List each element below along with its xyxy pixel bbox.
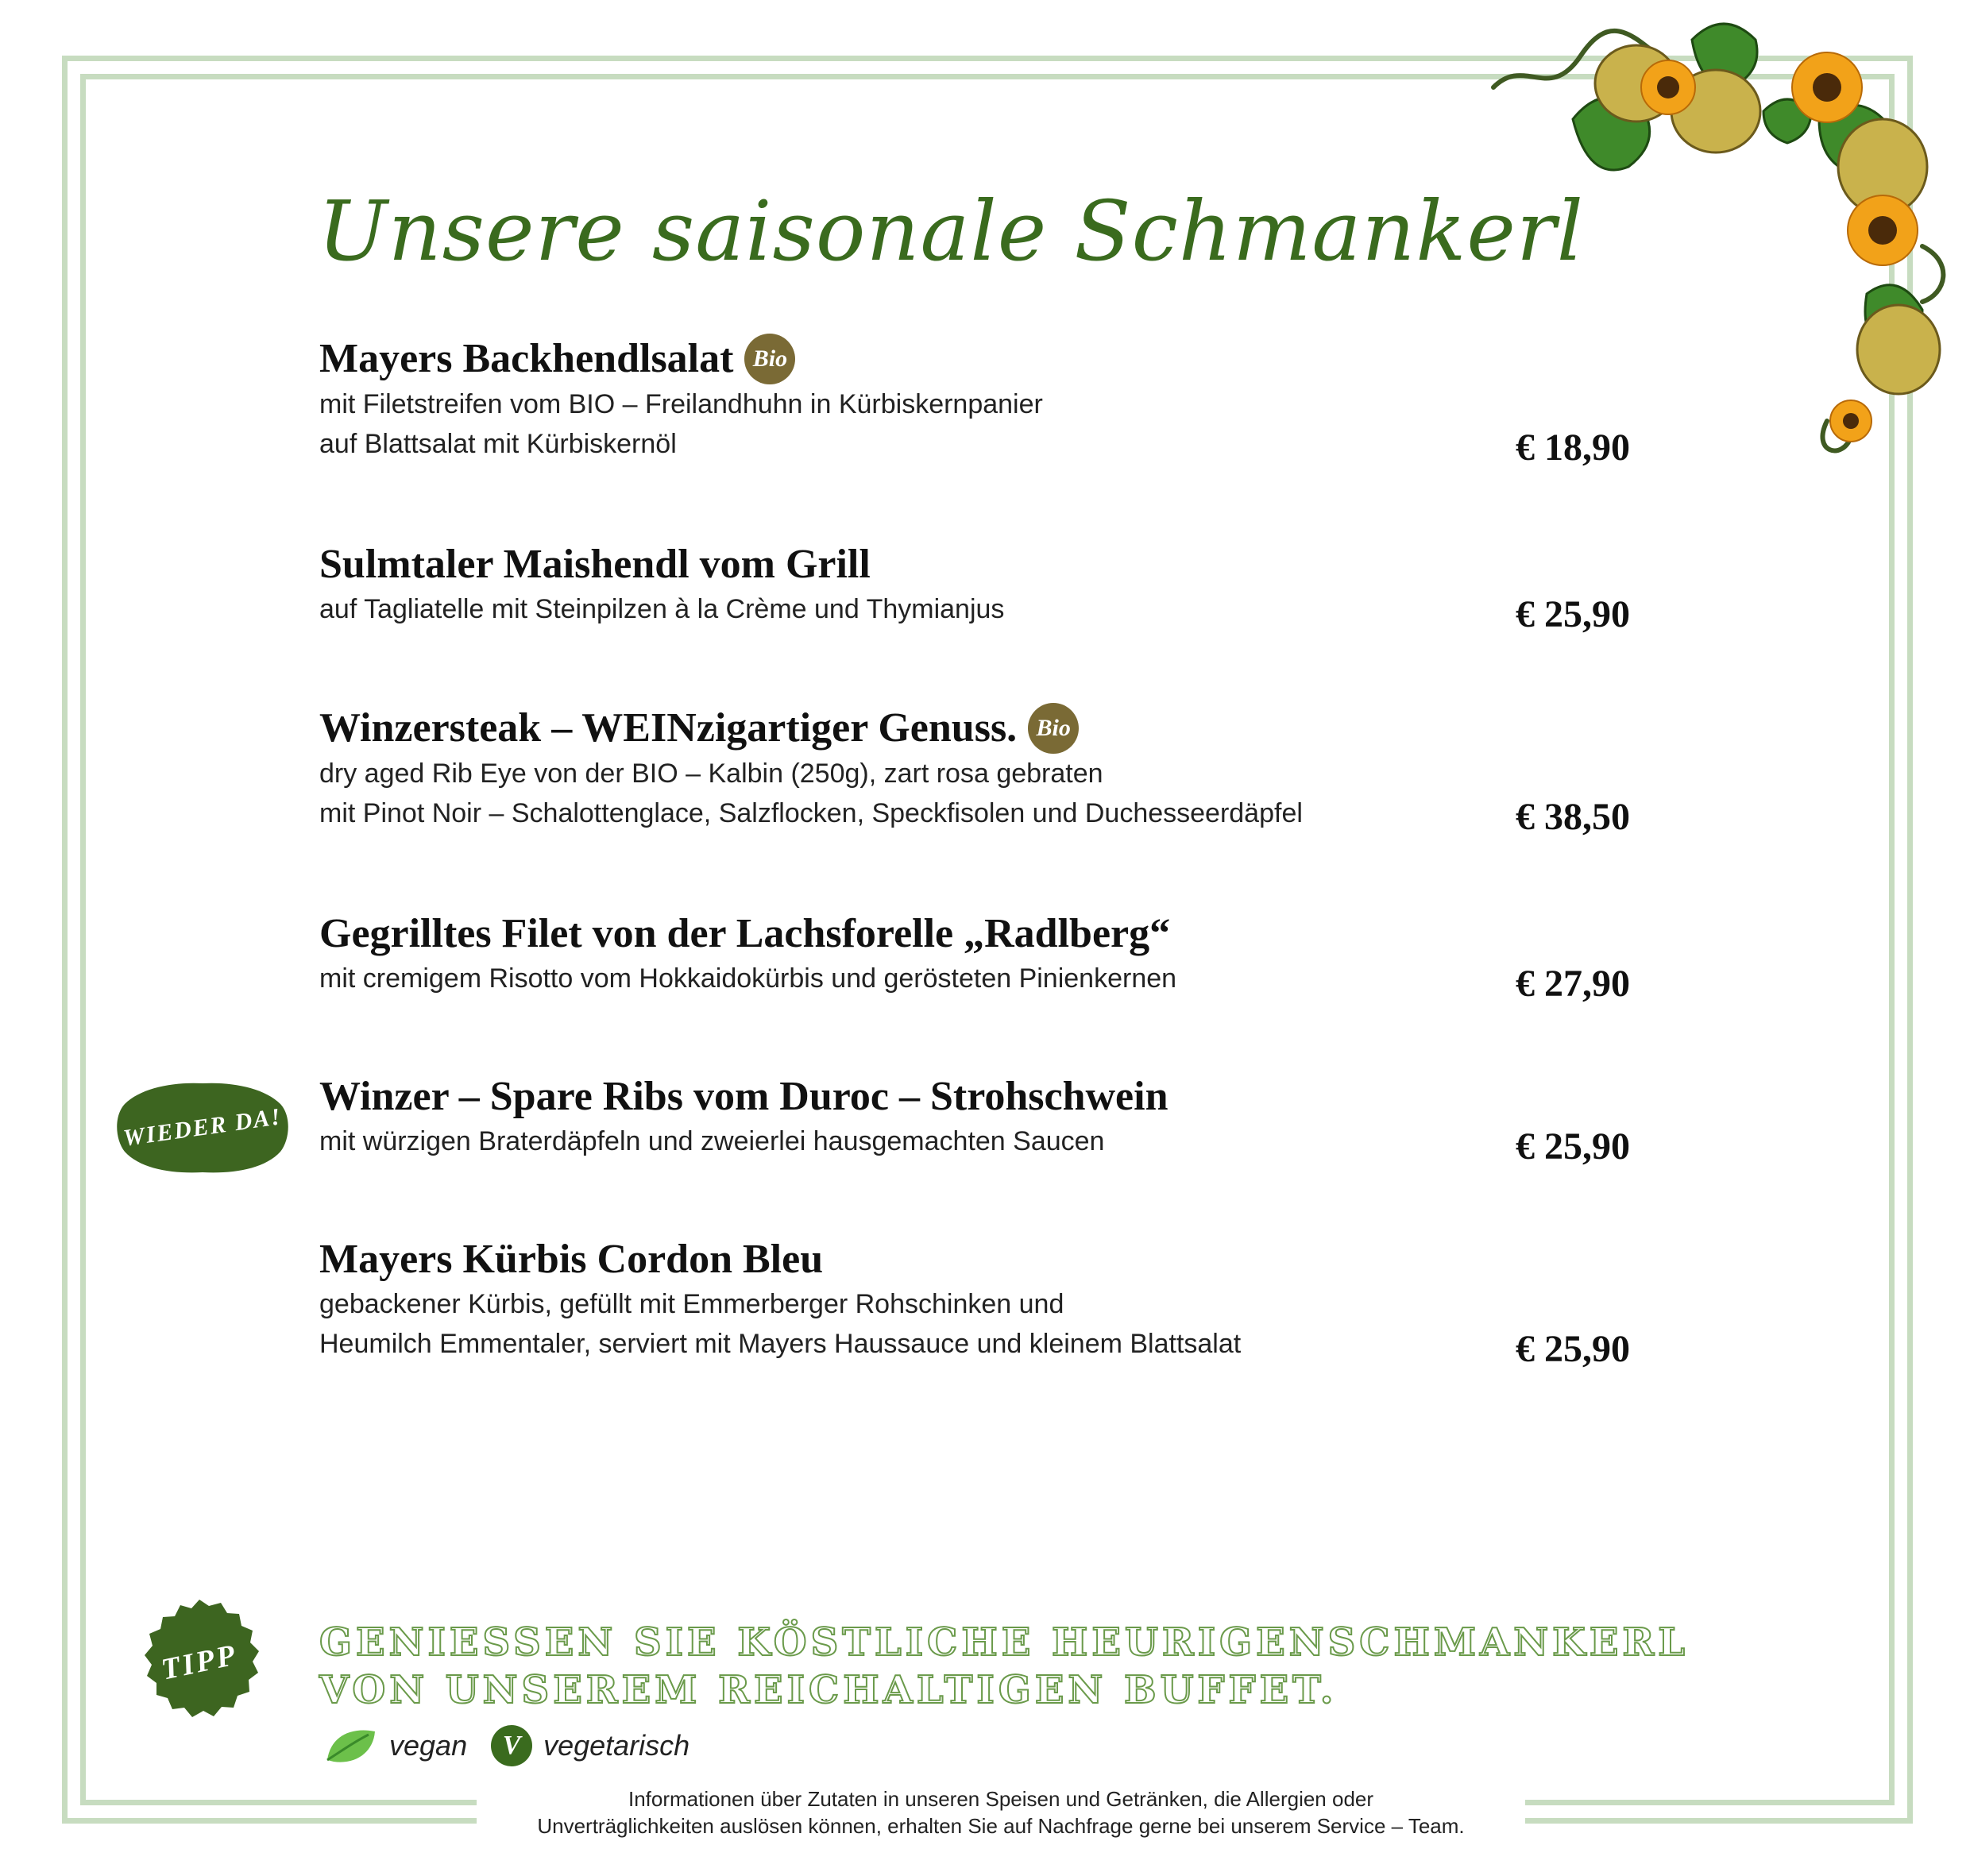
wieder-da-badge: WIEDER DA! xyxy=(122,1103,284,1152)
item-description: mit Pinot Noir – Schalottenglace, Salzflocken, Speckfisolen und Duchesseerdäpfel xyxy=(319,798,1303,828)
item-price: € 25,90 xyxy=(1516,1328,1630,1370)
tipp-headline-line-1: GENIESSEN SIE KÖSTLICHE HEURIGENSCHMANKERL xyxy=(319,1620,1690,1665)
allergen-note-line-2: Unverträglichkeiten auslösen können, erhalten Sie auf Nachfrage gerne bei unserem Service – Team. xyxy=(537,1814,1465,1838)
tipp-headline-line-2: VON UNSEREM REICHALTIGEN BUFFET. xyxy=(319,1668,1338,1712)
vegetarian-icon: V xyxy=(491,1725,532,1766)
vegetarian-label: vegetarisch xyxy=(543,1729,690,1762)
item-description: Heumilch Emmentaler, serviert mit Mayers Haussauce und kleinem Blattsalat xyxy=(319,1329,1242,1359)
item-description: mit cremigem Risotto vom Hokkaidokürbis und gerösteten Pinienkernen xyxy=(319,963,1177,994)
item-price: € 25,90 xyxy=(1516,593,1630,635)
item-name: Gegrilltes Filet von der Lachsforelle „Radlberg“ xyxy=(319,911,1171,956)
bio-badge: Bio xyxy=(744,334,795,384)
menu-item xyxy=(319,703,1630,838)
page-title: Unsere saisonale Schmankerl xyxy=(318,183,1584,280)
item-name: Mayers Backhendlsalat xyxy=(319,336,734,381)
item-price: € 25,90 xyxy=(1516,1125,1630,1168)
bio-badge: Bio xyxy=(1028,703,1079,754)
menu-item xyxy=(319,540,1630,635)
menu-item xyxy=(319,1235,1630,1370)
item-description: auf Blattsalat mit Kürbiskernöl xyxy=(319,429,677,459)
menu-item xyxy=(319,1072,1630,1168)
item-price: € 18,90 xyxy=(1516,427,1630,469)
leaf-icon xyxy=(324,1725,378,1766)
item-name: Winzersteak – WEINzigartiger Genuss. xyxy=(319,705,1018,751)
item-name: Winzer – Spare Ribs vom Duroc – Strohschwein xyxy=(319,1074,1168,1119)
item-name: Sulmtaler Maishendl vom Grill xyxy=(319,542,871,587)
item-description: gebackener Kürbis, gefüllt mit Emmerberger Rohschinken und xyxy=(319,1289,1064,1319)
diet-legend xyxy=(324,1722,690,1770)
item-price: € 38,50 xyxy=(1516,796,1630,838)
vegan-label: vegan xyxy=(389,1729,468,1762)
item-name: Mayers Kürbis Cordon Bleu xyxy=(319,1237,824,1282)
item-description: mit würzigen Braterdäpfeln und zweierlei hausgemachten Saucen xyxy=(319,1126,1105,1156)
menu-item xyxy=(319,909,1630,1005)
item-description: mit Filetstreifen vom BIO – Freilandhuhn in Kürbiskernpanier xyxy=(319,389,1043,419)
allergen-note-line-1: Informationen über Zutaten in unseren Speisen und Getränken, die Allergien oder xyxy=(628,1787,1374,1811)
item-description: dry aged Rib Eye von der BIO – Kalbin (250g), zart rosa gebraten xyxy=(319,759,1103,789)
item-price: € 27,90 xyxy=(1516,963,1630,1005)
tipp-badge: TIPP xyxy=(158,1638,241,1687)
allergen-note xyxy=(477,1785,1525,1849)
item-description: auf Tagliatelle mit Steinpilzen à la Crème und Thymianjus xyxy=(319,594,1005,624)
menu-item xyxy=(319,334,1630,469)
